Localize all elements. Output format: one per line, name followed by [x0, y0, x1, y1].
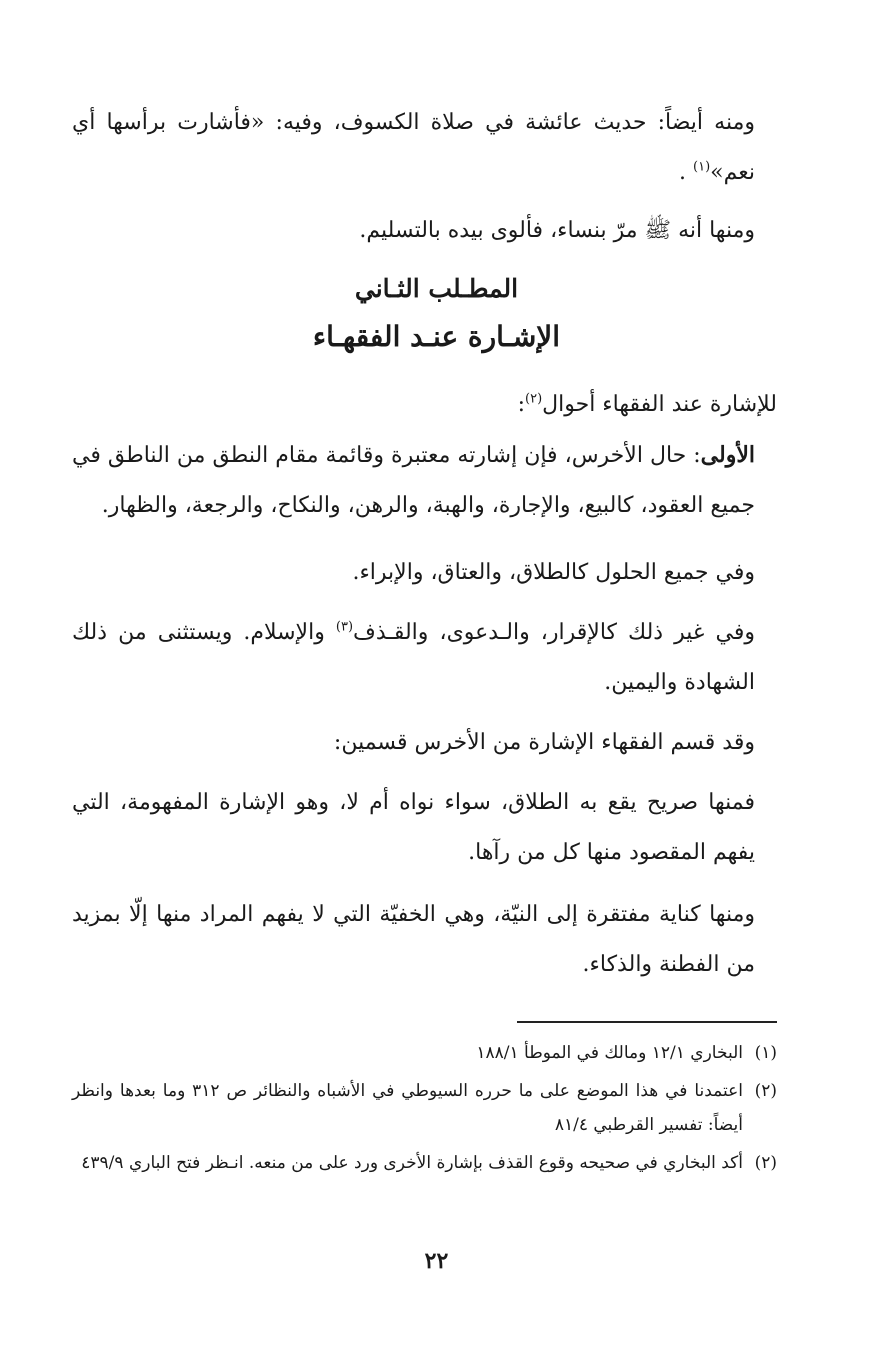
footnote-number: (١) — [754, 1043, 777, 1063]
other-matters-text-end: والإسلام. ويستثنى من ذلك الشهادة واليمين. — [72, 620, 755, 695]
footnote-1 — [72, 1036, 777, 1070]
paragraph-end: . — [679, 160, 687, 185]
paragraph-two-types: وقد قسم الفقهاء الإشارة من الأخرس قسمين: — [333, 730, 755, 755]
footnote-text: أكد البخاري في صحيحه وقوع القذف بإشارة الأخرى ورد على من منعه. انـظر فتح الباري ٤٣٩/٩ — [81, 1153, 743, 1173]
paragraph-other-matters — [72, 608, 777, 708]
paragraph-dissolutions: وفي جميع الحلول كالطلاق، والعتاق، والإبراء. — [352, 560, 755, 585]
first-case-text: : حال الأخرس، فإن إشارته معتبرة وقائمة مقام النطق من الناطق في جميع العقود، كالبيع، والإجارة، والهبة، والرهن، والنكاح، والرجعة، والظهار. — [72, 443, 755, 518]
first-case-label: الأولى — [700, 442, 755, 468]
footnote-number: (٢) — [754, 1081, 777, 1101]
footnote-3 — [72, 1146, 777, 1180]
footnotes-list — [72, 1036, 777, 1184]
intro-end: : — [517, 392, 525, 417]
section-title: الإشـارة عنـد الفقهـاء — [312, 320, 561, 353]
paragraph-intro — [72, 380, 777, 430]
footnote-ref-1[interactable]: (١) — [693, 159, 711, 175]
footnote-2 — [72, 1074, 777, 1142]
section-heading: المطـلب الثـاني — [354, 274, 519, 303]
paragraph-greeting: ومنها أنه ﷺ مرّ بنساء، فألوى بيده بالتسليم. — [359, 218, 755, 243]
footnote-ref-3[interactable]: (٣) — [335, 619, 354, 635]
page-number: ٢٢ — [424, 1248, 449, 1274]
footnote-divider — [517, 1021, 777, 1023]
paragraph-text: ومنه أيضاً: حديث عائشة في صلاة الكسوف، وفيه: «فأشارت برأسها أي نعم» — [72, 110, 755, 185]
footnote-text: اعتمدنا في هذا الموضع على ما حرره السيوطي في الأشباه والنظائر ص ٣١٢ وما بعدها وانظر أيضاً: تفسير القرطبي ٨١/٤ — [72, 1081, 743, 1135]
intro-text: للإشارة عند الفقهاء أحوال — [542, 392, 777, 417]
paragraph-implicit: ومنها كناية مفتقرة إلى النيّة، وهي الخفيّة التي لا يفهم المراد منها إلّا بمزيد من الفطنة والذكاء. — [72, 902, 755, 977]
paragraph-explicit: فمنها صريح يقع به الطلاق، سواء نواه أم لا، وهو الإشارة المفهومة، التي يفهم المقصود منها كل من رآها. — [72, 790, 755, 865]
other-matters-text: وفي غير ذلك كالإقرار، والـدعوى، والقـذف — [353, 620, 755, 645]
paragraph-eclipse-hadith — [72, 98, 777, 198]
footnote-ref-2[interactable]: (٢) — [525, 391, 543, 407]
footnote-text: البخاري ١٢/١ ومالك في الموطأ ١٨٨/١ — [476, 1043, 743, 1063]
paragraph-first-case — [72, 430, 777, 531]
footnote-number: (٢) — [754, 1153, 777, 1173]
